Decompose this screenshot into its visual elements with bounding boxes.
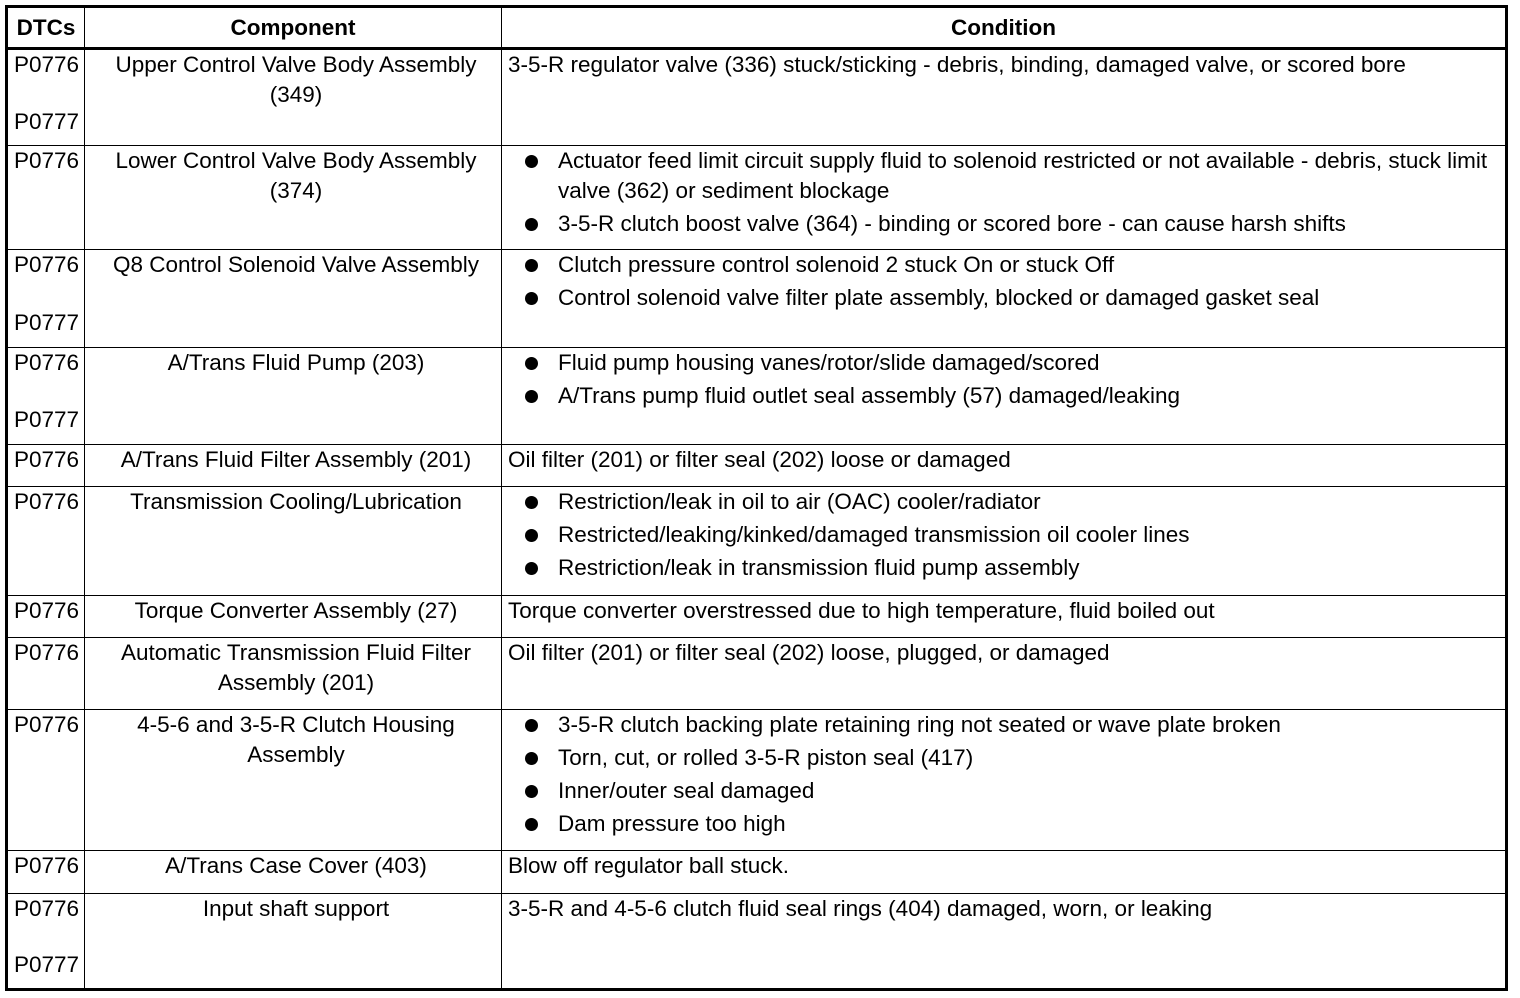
condition-cell <box>502 638 1507 710</box>
condition-bullet-list <box>508 146 1505 239</box>
condition-cell <box>502 348 1507 445</box>
dtc-code-list <box>14 348 84 435</box>
condition-bullet-text: 3-5-R clutch backing plate retaining ring not seated or wave plate broken <box>558 712 1281 737</box>
table-row <box>7 638 1507 710</box>
component-cell: Input shaft support <box>85 894 502 990</box>
bullet-dot-icon <box>525 818 538 831</box>
dtc-cell <box>7 348 85 445</box>
condition-bullet-item <box>508 348 1505 378</box>
table-row <box>7 445 1507 487</box>
bullet-dot-icon <box>525 496 538 509</box>
table-row <box>7 894 1507 990</box>
condition-bullet-list <box>508 710 1505 839</box>
condition-bullet-item <box>508 743 1505 773</box>
bullet-dot-icon <box>525 357 538 370</box>
dtc-cell <box>7 49 85 146</box>
dtc-cell <box>7 596 85 638</box>
dtc-code: P0776 <box>14 447 80 472</box>
condition-text: Torque converter overstressed due to high temperature, fluid boiled out <box>508 598 1215 623</box>
condition-text: Oil filter (201) or filter seal (202) loose, plugged, or damaged <box>508 640 1110 665</box>
condition-bullet-item <box>508 381 1505 411</box>
dtc-code-list <box>14 710 84 740</box>
condition-bullet-list <box>508 250 1505 313</box>
condition-bullet-text: Clutch pressure control solenoid 2 stuck On or stuck Off <box>558 252 1115 277</box>
header-condition: Condition <box>502 7 1507 49</box>
dtc-code-list <box>14 487 84 517</box>
bullet-dot-icon <box>525 562 538 575</box>
condition-bullet-item <box>508 553 1505 583</box>
dtc-code: P0776 <box>14 853 80 878</box>
dtc-code-list <box>14 851 84 881</box>
condition-bullet-text: Restriction/leak in transmission fluid pump assembly <box>558 555 1080 580</box>
table-row <box>7 348 1507 445</box>
dtc-code: P0776 <box>14 52 80 77</box>
dtc-cell <box>7 487 85 596</box>
dtc-code: P0776 <box>14 598 80 623</box>
condition-bullet-text: Dam pressure too high <box>558 811 786 836</box>
header-row <box>7 7 1507 49</box>
bullet-dot-icon <box>525 155 538 168</box>
table-row <box>7 487 1507 596</box>
component-cell: Q8 Control Solenoid Valve Assembly <box>85 250 502 348</box>
dtc-code: P0777 <box>14 407 80 432</box>
dtc-cell <box>7 851 85 894</box>
bullet-dot-icon <box>525 752 538 765</box>
dtc-code: P0776 <box>14 489 80 514</box>
dtc-code: P0776 <box>14 640 80 665</box>
header-component: Component <box>85 7 502 49</box>
dtc-code: P0776 <box>14 712 80 737</box>
condition-text: 3-5-R regulator valve (336) stuck/sticking - debris, binding, damaged valve, or scored bore <box>508 52 1406 77</box>
dtc-code-list <box>14 638 84 668</box>
component-cell: Automatic Transmission Fluid Filter Assembly (201) <box>85 638 502 710</box>
condition-bullet-text: Restriction/leak in oil to air (OAC) cooler/radiator <box>558 489 1041 514</box>
table-row <box>7 596 1507 638</box>
condition-cell <box>502 445 1507 487</box>
dtc-code: P0776 <box>14 252 80 277</box>
dtc-code: P0777 <box>14 109 80 134</box>
condition-bullet-list <box>508 487 1505 583</box>
condition-bullet-item <box>508 487 1505 517</box>
dtc-code-list <box>14 146 84 176</box>
condition-cell <box>502 487 1507 596</box>
dtc-code: P0776 <box>14 148 80 173</box>
bullet-dot-icon <box>525 390 538 403</box>
bullet-dot-icon <box>525 259 538 272</box>
dtc-cell <box>7 710 85 851</box>
condition-cell <box>502 851 1507 894</box>
dtc-condition-table <box>5 5 1508 991</box>
condition-cell <box>502 710 1507 851</box>
dtc-cell <box>7 250 85 348</box>
condition-text: Blow off regulator ball stuck. <box>508 853 789 878</box>
condition-cell <box>502 596 1507 638</box>
dtc-code-list <box>14 445 84 475</box>
dtc-code-list <box>14 50 84 137</box>
condition-bullet-item <box>508 520 1505 550</box>
table-row <box>7 49 1507 146</box>
condition-bullet-item <box>508 209 1505 239</box>
dtc-code: P0776 <box>14 350 80 375</box>
bullet-dot-icon <box>525 529 538 542</box>
condition-bullet-text: Restricted/leaking/kinked/damaged transmission oil cooler lines <box>558 522 1190 547</box>
dtc-code-list <box>14 250 84 338</box>
condition-text: 3-5-R and 4-5-6 clutch fluid seal rings (404) damaged, worn, or leaking <box>508 896 1213 921</box>
condition-bullet-text: Torn, cut, or rolled 3-5-R piston seal (417) <box>558 745 974 770</box>
component-cell: A/Trans Case Cover (403) <box>85 851 502 894</box>
dtc-cell <box>7 445 85 487</box>
condition-bullet-text: Actuator feed limit circuit supply fluid to solenoid restricted or not available - debris, stuck limit valve (362) or sediment blockage <box>558 148 1488 203</box>
condition-bullet-item <box>508 710 1505 740</box>
dtc-cell <box>7 638 85 710</box>
condition-cell <box>502 49 1507 146</box>
dtc-code-list <box>14 894 84 980</box>
condition-cell <box>502 250 1507 348</box>
component-cell: 4-5-6 and 3-5-R Clutch Housing Assembly <box>85 710 502 851</box>
condition-bullet-text: A/Trans pump fluid outlet seal assembly (57) damaged/leaking <box>558 383 1180 408</box>
condition-bullet-text: Control solenoid valve filter plate assembly, blocked or damaged gasket seal <box>558 285 1320 310</box>
dtc-code-list <box>14 596 84 626</box>
bullet-dot-icon <box>525 292 538 305</box>
condition-bullet-item <box>508 776 1505 806</box>
condition-bullet-item <box>508 809 1505 839</box>
bullet-dot-icon <box>525 719 538 732</box>
table-body <box>7 49 1507 990</box>
component-cell: Torque Converter Assembly (27) <box>85 596 502 638</box>
component-cell: A/Trans Fluid Filter Assembly (201) <box>85 445 502 487</box>
dtc-cell <box>7 146 85 250</box>
condition-bullet-list <box>508 348 1505 411</box>
table-row <box>7 851 1507 894</box>
condition-bullet-text: Fluid pump housing vanes/rotor/slide damaged/scored <box>558 350 1100 375</box>
condition-cell <box>502 146 1507 250</box>
condition-bullet-item <box>508 146 1505 206</box>
condition-bullet-text: Inner/outer seal damaged <box>558 778 815 803</box>
bullet-dot-icon <box>525 785 538 798</box>
table-row <box>7 710 1507 851</box>
table-row <box>7 250 1507 348</box>
table-row <box>7 146 1507 250</box>
component-cell: Upper Control Valve Body Assembly (349) <box>85 49 502 146</box>
dtc-code: P0777 <box>14 952 80 977</box>
component-cell: Lower Control Valve Body Assembly (374) <box>85 146 502 250</box>
dtc-code: P0777 <box>14 310 80 335</box>
bullet-dot-icon <box>525 218 538 231</box>
condition-bullet-item <box>508 250 1505 280</box>
header-dtcs: DTCs <box>7 7 85 49</box>
dtc-cell <box>7 894 85 990</box>
condition-text: Oil filter (201) or filter seal (202) loose or damaged <box>508 447 1011 472</box>
component-cell: A/Trans Fluid Pump (203) <box>85 348 502 445</box>
condition-bullet-item <box>508 283 1505 313</box>
component-cell: Transmission Cooling/Lubrication <box>85 487 502 596</box>
dtc-code: P0776 <box>14 896 80 921</box>
condition-bullet-text: 3-5-R clutch boost valve (364) - binding or scored bore - can cause harsh shifts <box>558 211 1346 236</box>
condition-cell <box>502 894 1507 990</box>
